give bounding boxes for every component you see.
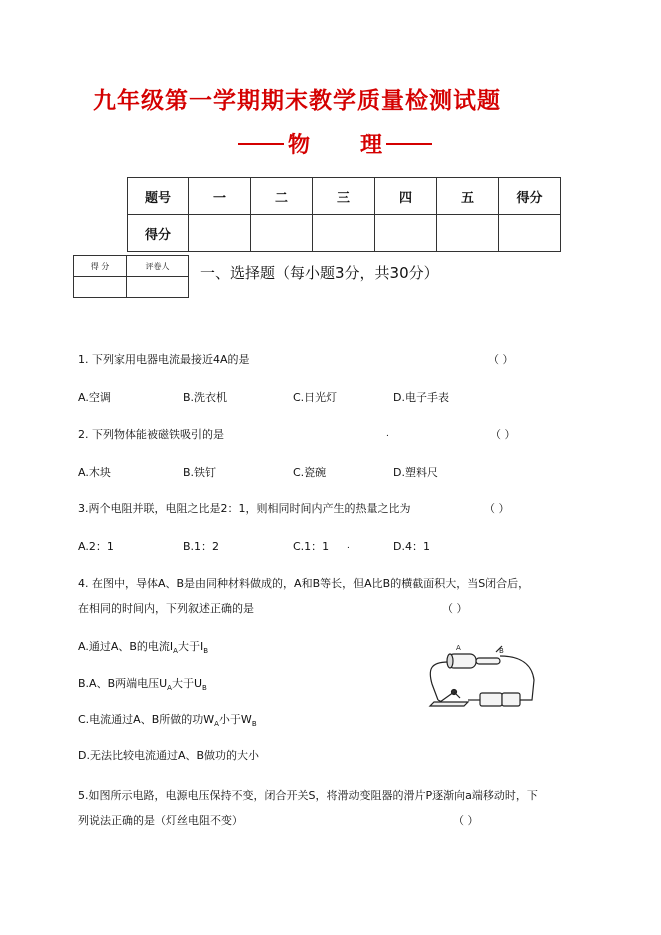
score-row-label: 得分 (128, 215, 189, 252)
grader-name-label: 评卷人 (127, 256, 189, 277)
option-text: B.A、B两端电压U (78, 677, 168, 690)
score-cell: 五 (437, 178, 499, 215)
question-4-stem: 4. 在图中，导体A、B是由同种材料做成的，A和B等长，但A比B的横截面积大，当S闭合后， (78, 577, 530, 590)
subject-title (238, 128, 432, 159)
question-5-stem: 5.如图所示电路，电源电压保持不变，闭合开关S，将滑动变阻器的滑片P逐渐向a端移动时，下 (78, 789, 538, 802)
circuit-diagram (420, 640, 538, 712)
option-subscript: B (203, 647, 209, 656)
score-cell: 四 (375, 178, 437, 215)
question-3-option-b[interactable]: B.1：2 (183, 540, 220, 553)
option-text: A.通过A、B的电流I (78, 640, 174, 653)
grader-table (73, 255, 189, 298)
option-subscript: A (214, 720, 219, 729)
question-4-option-c[interactable] (78, 711, 257, 728)
question-3-option-a[interactable]: A.2：1 (78, 540, 114, 553)
option-subscript: A (167, 684, 172, 693)
question-1-option-b[interactable]: B.洗衣机 (183, 391, 228, 404)
question-3-answer-blank[interactable]: （ ） (484, 502, 510, 515)
subject-char-1: 物 (288, 132, 311, 158)
score-input-cell[interactable] (375, 215, 437, 252)
question-2-answer-blank[interactable]: （ ） (490, 428, 516, 441)
question-4-option-b[interactable] (78, 675, 207, 692)
question-4-answer-blank[interactable]: （ ） (442, 602, 468, 615)
stray-mark: . (386, 429, 389, 439)
question-1-option-d[interactable]: D.电子手表 (393, 391, 449, 404)
question-2-option-d[interactable]: D.塑料尺 (393, 466, 438, 479)
question-5-answer-blank[interactable]: （ ） (453, 814, 479, 827)
question-2-stem: 2. 下列物体能被磁铁吸引的是 (78, 428, 224, 441)
subject-char-2: 理 (360, 132, 383, 158)
question-1-answer-blank[interactable]: （ ） (488, 353, 514, 366)
option-text: 大于U (171, 677, 203, 690)
score-input-cell[interactable] (313, 215, 375, 252)
option-subscript: B (202, 684, 207, 693)
dash-line-right (386, 143, 432, 145)
question-4-option-d[interactable]: D.无法比较电流通过A、B做功的大小 (78, 749, 260, 762)
question-3-option-c[interactable]: C.1：1 (293, 540, 330, 553)
option-text: 大于I (177, 640, 204, 653)
option-subscript: B (251, 720, 257, 729)
grader-score-label: 得 分 (74, 256, 127, 277)
section-title: 一、选择题（每小题3分，共30分） (200, 264, 439, 282)
exam-title: 九年级第一学期期末教学质量检测试题 (93, 87, 501, 114)
question-1-option-a[interactable]: A.空调 (78, 391, 111, 404)
option-text: C.电流通过A、B所做的功W (78, 713, 215, 726)
question-3-stem: 3.两个电阻并联，电阻之比是2：1，则相同时间内产生的热量之比为 (78, 502, 411, 515)
score-table-score-row (128, 215, 561, 252)
question-2-option-a[interactable]: A.木块 (78, 466, 111, 479)
option-text: 小于W (218, 713, 252, 726)
score-input-cell[interactable] (499, 215, 561, 252)
figure-label-a: A (456, 644, 461, 652)
stray-mark: . (347, 541, 350, 551)
question-4-stem-line2: 在相同的时间内，下列叙述正确的是 (78, 602, 254, 615)
question-2-option-b[interactable]: B.铁钉 (183, 466, 217, 479)
question-1-stem: 1. 下列家用电器电流最接近4A的是 (78, 353, 250, 366)
score-table-header-row (128, 178, 561, 215)
grader-name-cell[interactable] (127, 277, 189, 298)
question-3-option-d[interactable]: D.4：1 (393, 540, 430, 553)
figure-label-b: B (499, 647, 504, 655)
question-4-option-a[interactable] (78, 638, 208, 655)
grader-score-cell[interactable] (74, 277, 127, 298)
score-input-cell[interactable] (251, 215, 313, 252)
score-cell: 得分 (499, 178, 561, 215)
question-2-option-c[interactable]: C.瓷碗 (293, 466, 327, 479)
question-5-stem-line2: 列说法正确的是（灯丝电阻不变） (78, 814, 243, 827)
score-input-cell[interactable] (437, 215, 499, 252)
score-cell: 三 (313, 178, 375, 215)
score-table (127, 177, 561, 252)
dash-line-left (238, 143, 284, 145)
option-subscript: A (173, 647, 178, 656)
score-cell: 一 (189, 178, 251, 215)
score-cell: 题号 (128, 178, 189, 215)
score-cell: 二 (251, 178, 313, 215)
question-1-option-c[interactable]: C.日光灯 (293, 391, 338, 404)
score-input-cell[interactable] (189, 215, 251, 252)
